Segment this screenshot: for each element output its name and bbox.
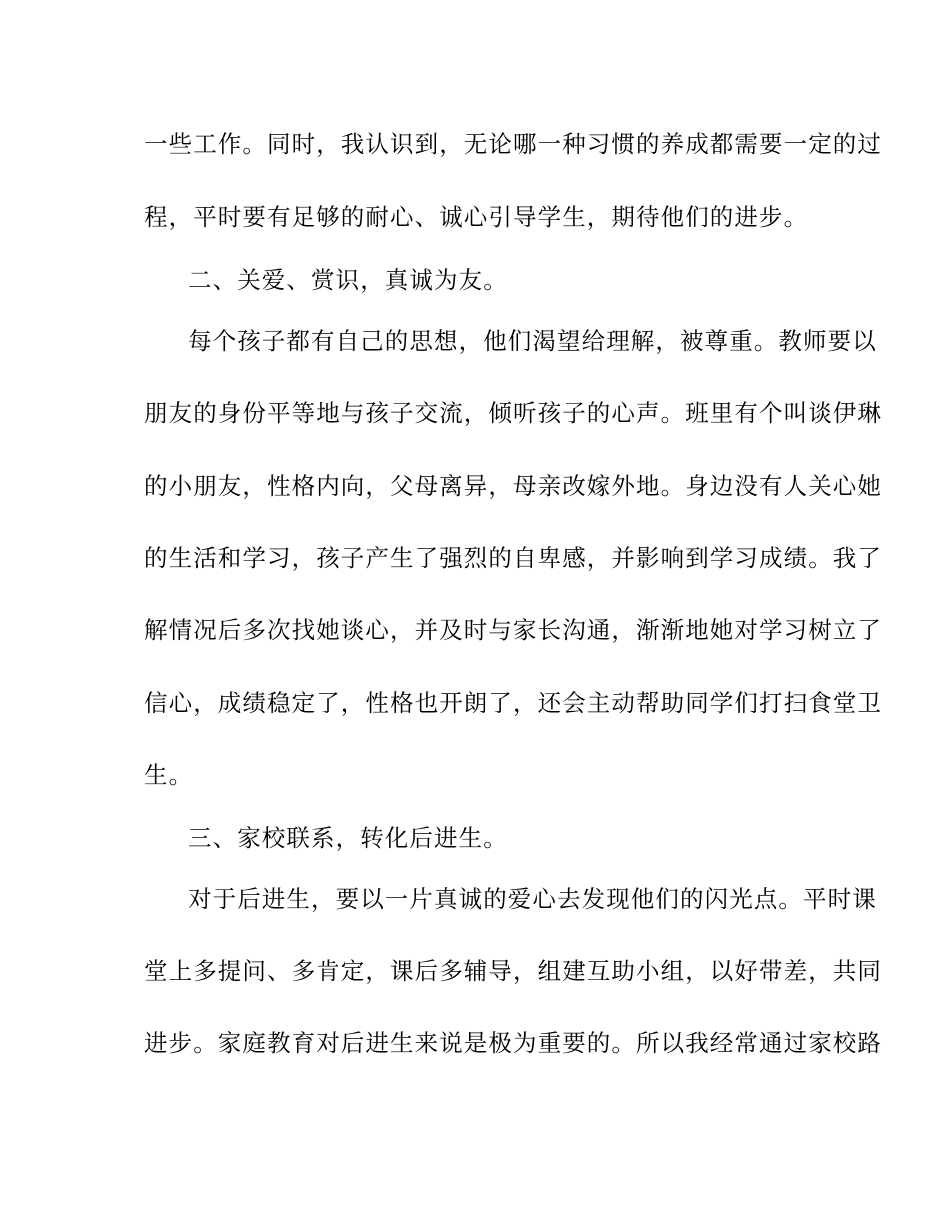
text-line: 程，平时要有足够的耐心、诚心引导学生，期待他们的进步。 [144, 203, 809, 231]
text-line: 对于后进生，要以一片真诚的爱心去发现他们的闪光点。平时课 [188, 885, 877, 913]
text-line: 一些工作。同时，我认识到，无论哪一种习惯的养成都需要一定的过 [144, 130, 882, 158]
section-heading: 二、关爱、赏识，真诚为友。 [188, 266, 508, 294]
text-line: 解情况后多次找她谈心，并及时与家长沟通，渐渐地她对学习树立了 [144, 616, 882, 644]
text-line: 信心，成绩稳定了，性格也开朗了，还会主动帮助同学们打扫食堂卫 [144, 689, 882, 717]
text-line: 每个孩子都有自己的思想，他们渴望给理解，被尊重。教师要以 [188, 327, 877, 355]
text-line: 进步。家庭教育对后进生来说是极为重要的。所以我经常通过家校路 [144, 1029, 882, 1057]
section-heading: 三、家校联系，转化后进生。 [188, 824, 508, 852]
text-line: 朋友的身份平等地与孩子交流，倾听孩子的心声。班里有个叫谈伊琳 [144, 399, 882, 427]
text-line: 堂上多提问、多肯定，课后多辅导，组建互助小组，以好带差，共同 [144, 957, 882, 985]
text-line: 的生活和学习，孩子产生了强烈的自卑感，并影响到学习成绩。我了 [144, 544, 882, 572]
text-line: 生。 [144, 761, 194, 789]
text-line: 的小朋友，性格内向，父母离异，母亲改嫁外地。身边没有人关心她 [144, 472, 882, 500]
